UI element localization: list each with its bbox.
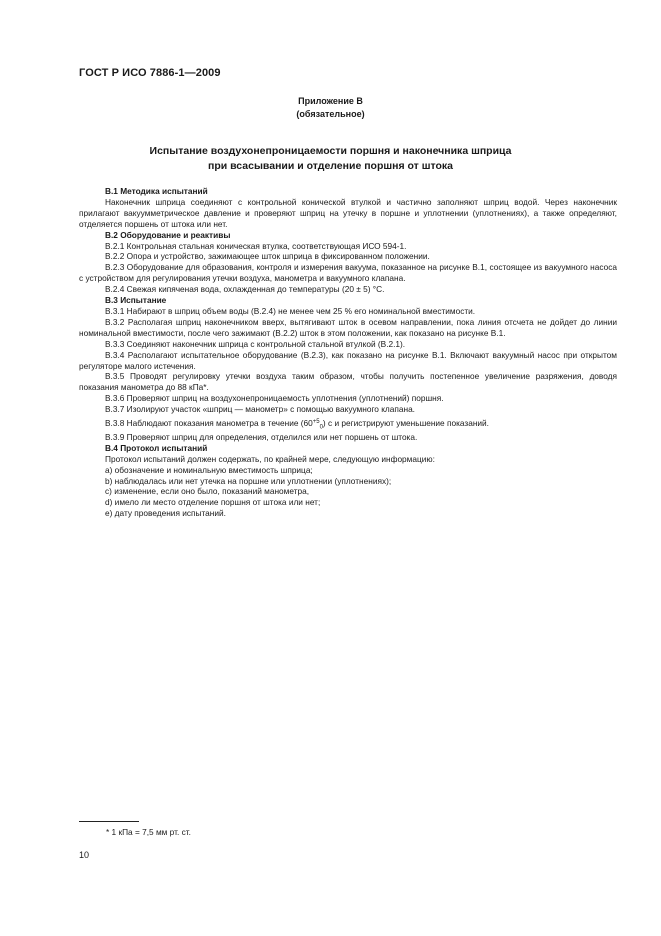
- annex-heading: [0, 95, 661, 121]
- section-heading-b1: В.1 Методика испытаний: [105, 186, 208, 196]
- list-item: е) дату проведения испытаний.: [105, 508, 226, 519]
- annex-status: (обязательное): [296, 109, 365, 119]
- paragraph-b2-4: В.2.4 Свежая кипяченая вода, охлажденная до температуры (20 ± 5) °С.: [105, 284, 385, 295]
- tolerance-lower: 0: [319, 424, 323, 431]
- section-heading-b3: В.3 Испытание: [105, 295, 167, 306]
- paragraph-b3-5: В.3.5 Проводят регулировку утечки воздуха таким образом, чтобы получить постепенное увеличение разряжения, доводя показания манометра до 88 кПа*.: [79, 371, 617, 393]
- b3-8-text-end: ) с и регистрируют уменьшение показаний.: [322, 418, 489, 429]
- document-body: [79, 186, 617, 519]
- paragraph-b3-9: В.3.9 Проверяют шприц для определения, отделился или нет поршень от штока.: [105, 431, 418, 442]
- annex-title: Приложение В: [298, 96, 363, 106]
- paragraph-b2-2: В.2.2 Опора и устройство, зажимающее шток шприца в фиксированном положении.: [105, 251, 430, 262]
- list-item: а) обозначение и номинальную вместимость шприца;: [105, 464, 313, 475]
- paragraph-b2-3: В.2.3 Оборудование для образования, контроля и измерения вакуума, показанное на рисунке В.1, состоящее из вакуумного насоса с устройством для регулирования утечки воздуха, манометра и вакуумного клапана.: [79, 262, 617, 284]
- section-title-line-2: при всасывании и отделение поршня от штока: [207, 160, 453, 172]
- list-item: d) имело ли место отделение поршня от штока или нет;: [105, 497, 321, 508]
- footnote-divider: [79, 821, 139, 822]
- paragraph-b3-4: В.3.4 Располагают испытательное оборудование (В.2.3), как показано на рисунке В.1. Включают вакуумный насос при открытом регуляторе малого истечения.: [79, 349, 617, 371]
- b3-8-text-start: В.3.8 Наблюдают показания манометра в течение (60: [105, 418, 313, 429]
- page-number: 10: [79, 850, 90, 860]
- paragraph-b2-1: В.2.1 Контрольная стальная коническая втулка, соответствующая ИСО 594-1.: [105, 240, 407, 251]
- list-item: b) наблюдалась или нет утечка на поршне или уплотнении (уплотнениях);: [105, 475, 392, 486]
- paragraph-b4-intro: Протокол испытаний должен содержать, по крайней мере, следующую информацию:: [105, 453, 435, 464]
- section-heading-b4: В.4 Протокол испытаний: [105, 442, 208, 453]
- tolerance-upper: +5: [312, 419, 320, 426]
- paragraph-b3-2: В.3.2 Располагая шприц наконечником вверх, вытягивают шток в осевом направлении, пока линия отсчета не дойдет до линии номинальной вместимости, после чего зажимают (В.2.2) шток в этом положении, как показано на рисунке В.1.: [79, 316, 617, 338]
- section-title: [0, 144, 661, 174]
- section-title-line-1: Испытание воздухонепроницаемости поршня и наконечника шприца: [149, 145, 512, 157]
- list-item: с) изменение, если оно было, показаний манометра,: [105, 486, 310, 497]
- paragraph-b1: Наконечник шприца соединяют с контрольной конической втулкой и частично заполняют шприц водой. Через наконечник прилагают вакуумметрическое давление и проверяют шприц на утечку в поршне и уплотнении (уплотнениях), а также определяют, отделяется поршень от штока или нет.: [79, 196, 617, 229]
- footnote: * 1 кПа = 7,5 мм рт. ст.: [106, 827, 191, 837]
- section-heading-b2: В.2 Оборудование и реактивы: [105, 229, 231, 240]
- document-header: ГОСТ Р ИСО 7886-1—2009: [79, 67, 221, 79]
- paragraph-b3-8: [79, 418, 617, 429]
- paragraph-b3-6: В.3.6 Проверяют шприц на воздухонепроницаемость уплотнения (уплотнений) поршня.: [105, 393, 444, 404]
- paragraph-b3-3: В.3.3 Соединяют наконечник шприца с контрольной стальной втулкой (В.2.1).: [105, 338, 406, 349]
- paragraph-b3-7: В.3.7 Изолируют участок «шприц — манометр» с помощью вакуумного клапана.: [105, 404, 415, 415]
- paragraph-b3-1: В.3.1 Набирают в шприц объем воды (В.2.4) не менее чем 25 % его номинальной вместимости.: [105, 305, 476, 316]
